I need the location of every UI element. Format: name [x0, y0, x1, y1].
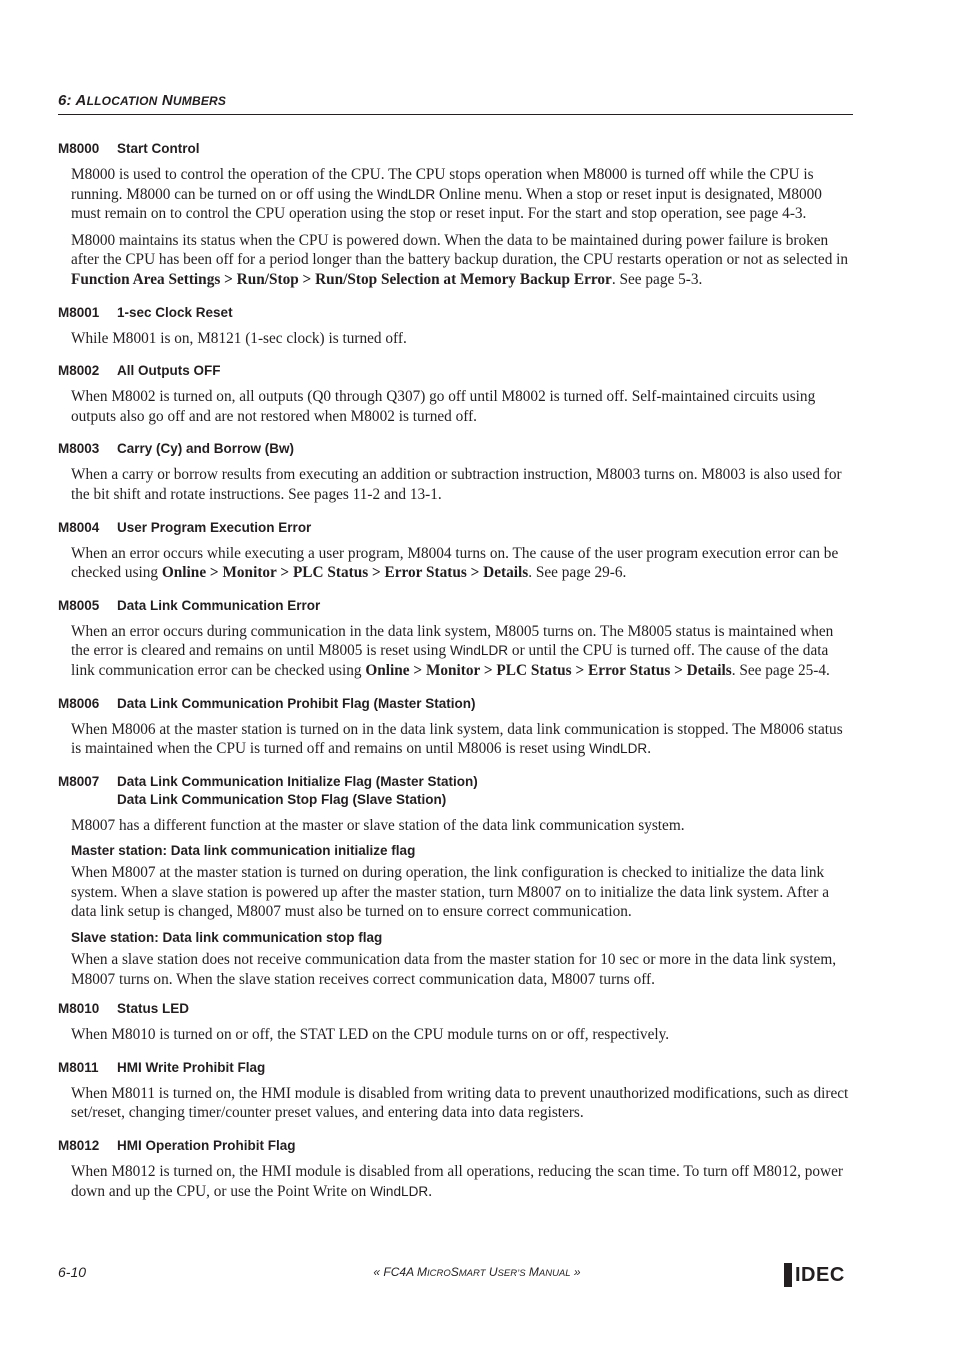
section-heading: M8000 Start Control	[58, 141, 200, 156]
section-m8007	[58, 773, 853, 990]
paragraph: M8000 is used to control the operation of the CPU. The CPU stops operation when M8000 is turned off while the CPU is running. M8000 can be turned on or off using the WindLDR Online menu. When a stop or reset input is designated, M8000 must remain on to control the CPU operation using the stop or reset input. For the start and stop operation, see page 4-3.	[71, 166, 822, 223]
paragraph: While M8001 is on, M8121 (1-sec clock) is turned off.	[71, 329, 407, 347]
paragraph: M8000 maintains its status when the CPU is powered down. When the data to be maintained during power failure is broken after the CPU has been off for a period longer than the battery backup duration, the CPU restarts operation or not as selected in Function Area Settings > Run/Stop > Run/Stop Selection at Memory Backup Error. See page 5-3.	[71, 231, 849, 288]
paragraph: When M8007 at the master station is turned on during operation, the link configuration is checked to initialize the data link system. When a slave station is powered up after the master station, turn M8007 on to initialize the data link system. After a data link setup is changed, M8007 must also be turned on to ensure correct communication.	[71, 864, 830, 921]
subsection-heading: Master station: Data link communication initialize flag	[71, 843, 416, 859]
section-heading: M8007 Data Link Communication Initialize Flag (Master Station) Data Link Communication Stop Flag (Slave Station)	[58, 773, 478, 807]
section-heading: M8001 1-sec Clock Reset	[58, 304, 233, 320]
paragraph: When M8012 is turned on, the HMI module is disabled from all operations, reducing the scan time. To turn off M8012, power down and up the CPU, or use the Point Write on WindLDR.	[71, 1163, 843, 1200]
section-m8005	[58, 597, 853, 681]
section-heading: M8012 HMI Operation Prohibit Flag	[58, 1138, 296, 1154]
paragraph: M8007 has a different function at the master or slave station of the data link communication system.	[71, 816, 685, 834]
paragraph: When a carry or borrow results from executing an addition or subtraction instruction, M8003 turns on. M8003 is also used for the bit shift and rotate instructions. See pages 11-2 and 13-1.	[71, 466, 842, 503]
logo-text: IDEC	[795, 1263, 845, 1286]
page-content	[58, 140, 853, 1215]
paragraph: When a slave station does not receive communication data from the master station for 10 sec or more in the data link system, M8007 turns on. When the slave station receives correct communication data, M8007 turns off.	[71, 951, 837, 988]
section-m8002	[58, 362, 853, 426]
paragraph: When M8010 is turned on or off, the STAT LED on the CPU module turns on or off, respectively.	[71, 1026, 670, 1044]
section-m8006	[58, 695, 853, 759]
section-heading: M8011 HMI Write Prohibit Flag	[58, 1059, 266, 1075]
section-heading: M8006 Data Link Communication Prohibit Flag (Master Station)	[58, 695, 476, 711]
section-m8003	[58, 440, 853, 504]
header-rule	[58, 114, 853, 115]
paragraph: When M8011 is turned on, the HMI module is disabled from writing data to prevent unauthorized modifications, such as direct set/reset, changing timer/counter preset values, and entering data into data registers.	[71, 1084, 849, 1122]
section-m8010	[58, 1000, 853, 1045]
section-m8004	[58, 519, 853, 583]
section-heading: M8002 All Outputs OFF	[58, 363, 221, 379]
paragraph: When M8002 is turned on, all outputs (Q0 through Q307) go off until M8002 is turned off. Self-maintained circuits using outputs also go off and are not restored when M8002 is turned off.	[71, 388, 816, 425]
idec-logo	[784, 1262, 845, 1288]
section-heading: M8003 Carry (Cy) and Borrow (Bw)	[58, 441, 295, 457]
section-m8000	[58, 140, 853, 290]
section-m8001	[58, 304, 853, 349]
paragraph: When an error occurs while executing a user program, M8004 turns on. The cause of the user program execution error can be checked using Online > Monitor > PLC Status > Error Status > Details. See page 29-6.	[71, 544, 839, 582]
logo-bar-icon	[784, 1263, 792, 1287]
section-heading: M8004 User Program Execution Error	[58, 519, 312, 535]
page-number: 6-10	[58, 1264, 87, 1280]
chapter-heading: 6: ALLOCATION NUMBERS	[58, 92, 227, 109]
section-m8012	[58, 1137, 853, 1201]
paragraph: When M8006 at the master station is turned on in the data link system, data link communication is stopped. The M8006 status is maintained when the CPU is turned off and remains on until M8006 is reset using WindLDR.	[71, 720, 843, 758]
section-heading: M8005 Data Link Communication Error	[58, 597, 321, 613]
manual-title: « FC4A MICROSMART USER’S MANUAL »	[373, 1265, 581, 1279]
section-heading: M8010 Status LED	[58, 1001, 190, 1017]
subsection-heading: Slave station: Data link communication stop flag	[71, 930, 383, 946]
paragraph: When an error occurs during communication in the data link system, M8005 turns on. The M8005 status is maintained when the error is cleared and remains on until M8005 is reset using WindLDR or until the CPU is turned off. The cause of the data link communication error can be checked using Online > Monitor > PLC Status > Error Status > Details. See page 25-4.	[71, 622, 834, 679]
section-m8011	[58, 1059, 853, 1123]
